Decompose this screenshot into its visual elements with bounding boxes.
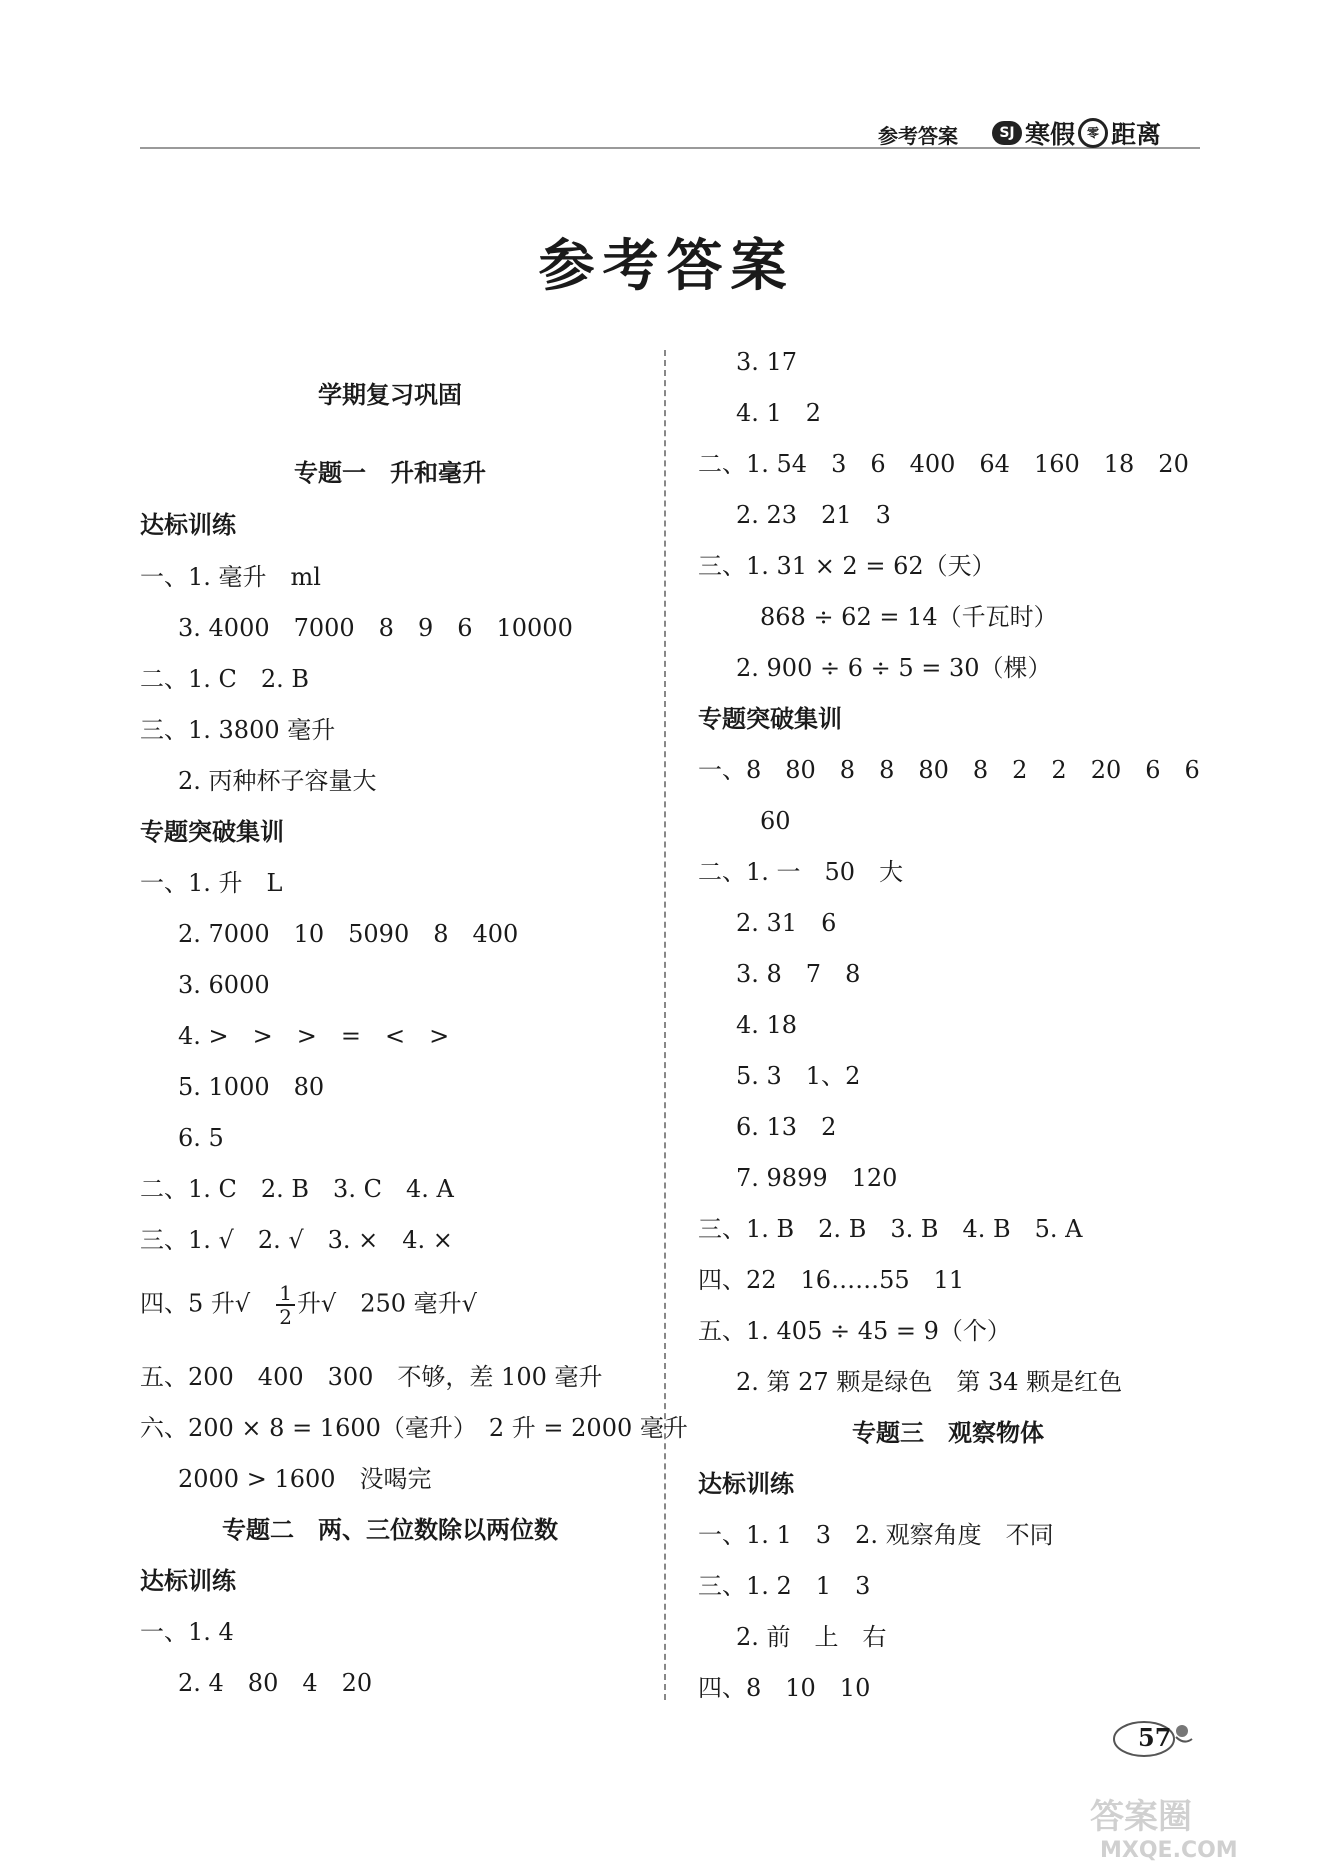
answer-line: 三、1. 31 × 2 = 62（天）: [698, 552, 996, 580]
subsection-dabiao-1: 达标训练: [140, 511, 236, 539]
answer-line: 三、1. B 2. B 3. B 4. B 5. A: [698, 1215, 1083, 1243]
answer-line: 3. 17: [736, 348, 798, 376]
subsection-tupo-2: 专题突破集训: [698, 705, 842, 733]
topic-heading-1: 专题一 升和毫升: [294, 459, 486, 487]
answer-line: 一、1. 毫升 ml: [140, 563, 321, 591]
answer-text: 四、5 升√: [140, 1289, 275, 1318]
answer-line: 一、1. 4: [140, 1618, 234, 1646]
answer-line: 2. 31 6: [736, 909, 837, 937]
subsection-tupo-1: 专题突破集训: [140, 818, 284, 846]
logo-text-1: 寒假: [1025, 120, 1076, 149]
header-label: 参考答案: [878, 124, 958, 148]
answer-line: 6. 13 2: [736, 1113, 837, 1141]
answer-line: 四、22 16……55 11: [698, 1266, 965, 1294]
answer-line: 2. 900 ÷ 6 ÷ 5 = 30（棵）: [736, 654, 1052, 682]
subsection-dabiao-2: 达标训练: [140, 1567, 236, 1595]
watermark-logo: 答案圈: [1090, 1797, 1192, 1837]
fraction-numerator: 1: [276, 1282, 295, 1306]
watermark-url: MXQE.COM: [1100, 1838, 1238, 1863]
page-title: 参考答案: [538, 233, 795, 299]
answer-line: 2000 > 1600 没喝完: [178, 1465, 432, 1493]
logo-ring: 零: [1078, 118, 1108, 148]
topic-heading-3: 专题三 观察物体: [852, 1419, 1044, 1447]
answer-line-fraction: [140, 1282, 477, 1328]
answer-line: 4. > > > = < >: [178, 1022, 450, 1050]
answer-line: 5. 1000 80: [178, 1073, 325, 1101]
answer-line: 5. 3 1、2: [736, 1062, 861, 1090]
section-heading: 学期复习巩固: [318, 381, 462, 409]
fraction-denominator: 2: [279, 1305, 292, 1329]
answer-line: 三、1. 3800 毫升: [140, 716, 336, 744]
answer-line: 五、1. 405 ÷ 45 = 9（个）: [698, 1317, 1011, 1345]
logo-badge: SJ: [992, 121, 1022, 145]
answer-line: 2. 23 21 3: [736, 501, 891, 529]
answer-line: 2. 4 80 4 20: [178, 1669, 373, 1697]
logo-text-2: 距离: [1111, 120, 1162, 149]
answer-line: 一、1. 1 3 2. 观察角度 不同: [698, 1521, 1054, 1549]
answer-line: 3. 4000 7000 8 9 6 10000: [178, 614, 573, 642]
answer-line: 2. 前 上 右: [736, 1623, 887, 1651]
answer-line: 6. 5: [178, 1124, 224, 1152]
answer-line: 2. 丙种杯子容量大: [178, 767, 377, 795]
answer-line: 2. 第 27 颗是绿色 第 34 颗是红色: [736, 1368, 1123, 1396]
answer-line: 3. 6000: [178, 971, 270, 999]
answer-line: 二、1. 一 50 大: [698, 858, 904, 886]
answer-line: 一、1. 升 L: [140, 869, 283, 897]
fraction-one-half: [276, 1282, 295, 1328]
answer-line: 六、200 × 8 = 1600（毫升） 2 升 = 2000 毫升: [140, 1414, 688, 1442]
answer-line: 二、1. 54 3 6 400 64 160 18 20: [698, 450, 1189, 478]
series-logo: [992, 115, 1161, 151]
column-divider: [664, 350, 666, 1700]
answer-line: 二、1. C 2. B: [140, 665, 310, 693]
answer-line: 4. 18: [736, 1011, 798, 1039]
answer-text: 升√ 250 毫升√: [296, 1289, 477, 1318]
page-number: 57: [1138, 1723, 1172, 1752]
answer-line: 2. 7000 10 5090 8 400: [178, 920, 519, 948]
answer-line: 60: [760, 807, 791, 835]
answer-line: 4. 1 2: [736, 399, 822, 427]
answer-line: 五、200 400 300 不够，差 100 毫升: [140, 1363, 603, 1391]
answer-line: 三、1. 2 1 3: [698, 1572, 871, 1600]
answer-line: 四、8 10 10: [698, 1674, 871, 1702]
answer-line: 二、1. C 2. B 3. C 4. A: [140, 1175, 454, 1203]
answer-line: 一、8 80 8 8 80 8 2 2 20 6 6: [698, 756, 1200, 784]
topic-heading-2: 专题二 两、三位数除以两位数: [222, 1516, 558, 1544]
subsection-dabiao-3: 达标训练: [698, 1470, 794, 1498]
answer-line: 3. 8 7 8: [736, 960, 861, 988]
answer-line: 三、1. √ 2. √ 3. × 4. ×: [140, 1226, 453, 1254]
answer-line: 7. 9899 120: [736, 1164, 898, 1192]
answer-line: 868 ÷ 62 = 14（千瓦时）: [760, 603, 1058, 631]
